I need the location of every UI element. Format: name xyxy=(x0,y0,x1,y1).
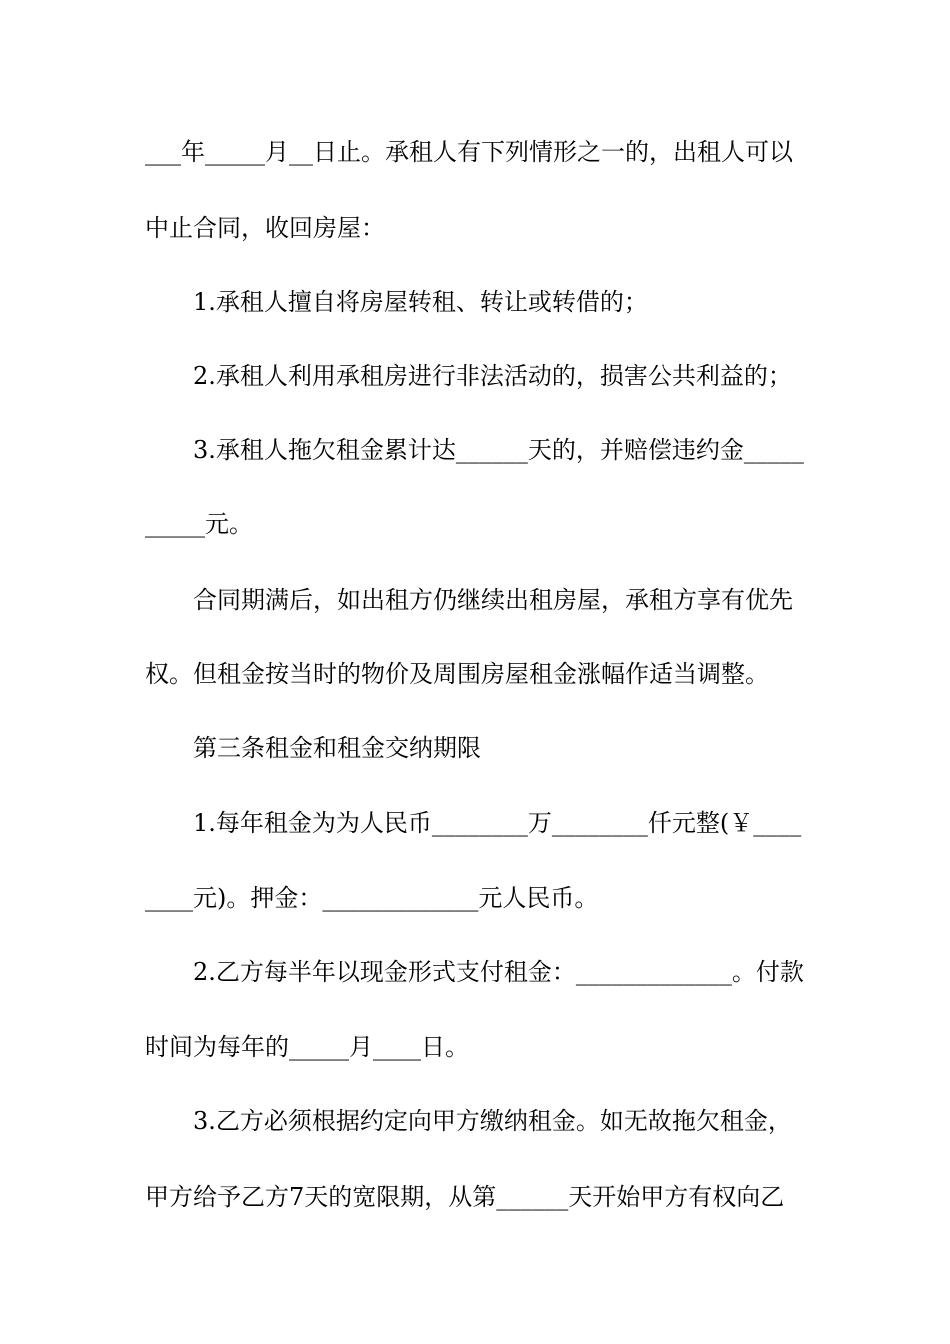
list-item: 1.每年租金为为人民币________万________仟元整(￥____ xyxy=(193,809,802,837)
list-item: 2.乙方每半年以现金形式支付租金：_____________。付款 xyxy=(193,958,804,986)
text-line: ____元)。押金：_____________元人民币。 xyxy=(145,884,599,912)
text-line: 时间为每年的_____月____日。 xyxy=(145,1033,469,1061)
paragraph-line: 合同期满后，如出租方仍继续出租房屋，承租方享有优先 xyxy=(193,586,793,614)
list-item: 3.承租人拖欠租金累计达______天的，并赔偿违约金_____ xyxy=(193,436,804,464)
list-item: 2.承租人利用承租房进行非法活动的，损害公共利益的； xyxy=(193,362,792,390)
list-item: 1.承租人擅自将房屋转租、转让或转借的； xyxy=(193,288,648,316)
text-line: 权。但租金按当时的物价及周围房屋租金涨幅作适当调整。 xyxy=(145,660,769,688)
text-line: ___年_____月__日止。承租人有下列情形之一的，出租人可以 xyxy=(145,138,793,166)
section-heading: 第三条租金和租金交纳期限 xyxy=(193,734,481,762)
text-line: 甲方给予乙方7天的宽限期，从第______天开始甲方有权向乙 xyxy=(145,1183,785,1211)
text-line: 中止合同，收回房屋： xyxy=(145,214,385,242)
text-line: _____元。 xyxy=(145,510,253,538)
list-item: 3.乙方必须根据约定向甲方缴纳租金。如无故拖欠租金， xyxy=(193,1107,792,1135)
